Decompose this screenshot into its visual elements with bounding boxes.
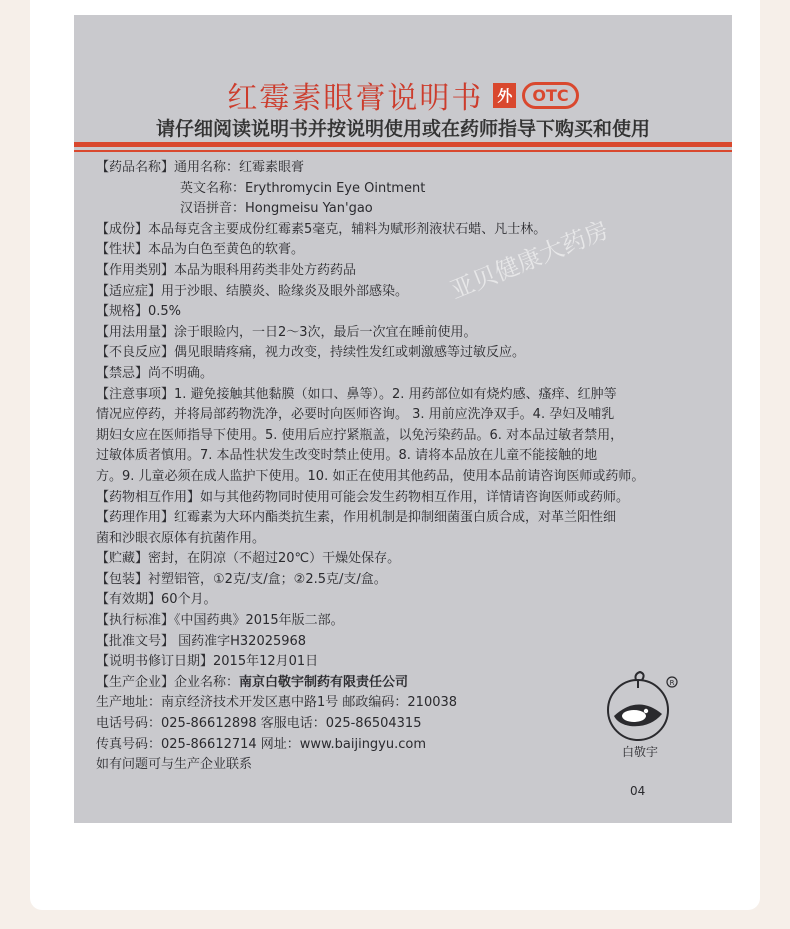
caution-line-2: 情况应停药，并将局部药物洗净，必要时向医师咨询。 3. 用前应洗净双手。4. 孕妇及哺乳: [96, 407, 615, 423]
divider-thick: [74, 142, 732, 147]
caution-line-5: 方。9. 儿童必须在成人监护下使用。10. 如正在使用其他药品，使用本品前请咨询医师或药师。: [96, 468, 645, 484]
page-number: 04: [630, 784, 646, 798]
approval-row: 【批准文号】 国药准字H32025968: [96, 633, 307, 649]
pharmacology-line-1: 【药理作用】红霉素为大环内酯类抗生素，作用机制是抑制细菌蛋白质合成，对革兰阳性细: [96, 510, 617, 526]
address-row: 生产地址：南京经济技术开发区惠中路1号 邮政编码：210038: [96, 695, 458, 711]
external-use-badge: 外: [493, 83, 516, 108]
dosage-row: 【用法用量】涂于眼睑内，一日2～3次，最后一次宜在睡前使用。: [96, 324, 477, 340]
drug-name-row: [96, 158, 716, 179]
drug-generic-name: 通用名称：红霉素眼膏: [174, 160, 305, 175]
interaction-row: 【药物相互作用】如与其他药物同时使用可能会发生药物相互作用，详情请咨询医师或药师。: [96, 489, 630, 505]
divider-thin: [74, 150, 732, 152]
caution-line-1: 【注意事项】1. 避免接触其他黏膜（如口、鼻等）。2. 用药部位如有烧灼感、瘙痒、红肿等: [96, 386, 617, 402]
package-row: 【包装】衬塑铝管，①2克/支/盒；②2.5克/支/盒。: [96, 571, 387, 587]
standard-row: 【执行标准】《中国药典》2015年版二部。: [96, 613, 344, 629]
drug-name-tag: 【药品名称】: [96, 160, 175, 175]
phone-row: 电话号码：025-86612898 客服电话：025-86504315: [96, 716, 422, 732]
drug-pinyin-name: 汉语拼音：Hongmeisu Yan'gao: [180, 201, 373, 217]
adverse-row: 【不良反应】偶见眼睛疼痛，视力改变，持续性发红或刺激感等过敏反应。: [96, 345, 526, 361]
manufacturer-name: 南京白敬宇制药有限责任公司: [239, 674, 409, 690]
indication-row: 【适应症】用于沙眼、结膜炎、睑缘炎及眼外部感染。: [96, 283, 409, 299]
logo-text: 白敬宇: [621, 745, 659, 759]
revision-date-row: 【说明书修订日期】2015年12月01日: [96, 654, 319, 670]
drug-english-name: 英文名称：Erythromycin Eye Ointment: [180, 180, 426, 196]
property-row: 【性状】本品为白色至黄色的软膏。: [96, 242, 305, 258]
manufacturer-tag: 【生产企业】企业名称：: [96, 674, 240, 690]
leaflet-subtitle: 请仔细阅读说明书并按说明使用或在药师指导下购买和使用: [155, 118, 650, 140]
leaflet-title: 红霉素眼膏说明书: [227, 81, 484, 116]
store-watermark: 亚贝健康大药房: [446, 215, 613, 305]
caution-line-3: 期妇女应在医师指导下使用。5. 使用后应拧紧瓶盖，以免污染药品。6. 对本品过敏者禁用，: [96, 427, 624, 443]
spec-row: 【规格】0.5%: [96, 304, 182, 320]
baijingyu-logo: [600, 670, 684, 760]
contact-row: 如有问题可与生产企业联系: [96, 757, 253, 773]
pharmacology-line-2: 菌和沙眼衣原体有抗菌作用。: [96, 530, 266, 546]
otc-badge: OTC: [522, 82, 578, 109]
contraindication-row: 【禁忌】尚不明确。: [96, 365, 214, 381]
title-row: [74, 73, 732, 117]
validity-row: 【有效期】60个月。: [96, 592, 217, 608]
ingredient-row: 【成份】本品每克含主要成份红霉素5毫克，辅料为赋形剂液状石蜡、凡士林。: [96, 221, 547, 237]
leaflet-scan: [74, 15, 732, 823]
category-row: 【作用类别】本品为眼科用药类非处方药药品: [96, 262, 357, 278]
caution-line-4: 过敏体质者慎用。7. 本品性状发生改变时禁止使用。8. 请将本品放在儿童不能接触的地: [96, 448, 598, 464]
storage-row: 【贮藏】密封，在阴凉（不超过20℃）干燥处保存。: [96, 551, 401, 567]
svg-text:R: R: [669, 679, 675, 687]
fax-row: 传真号码：025-86612714 网址：www.baijingyu.com: [96, 736, 427, 752]
